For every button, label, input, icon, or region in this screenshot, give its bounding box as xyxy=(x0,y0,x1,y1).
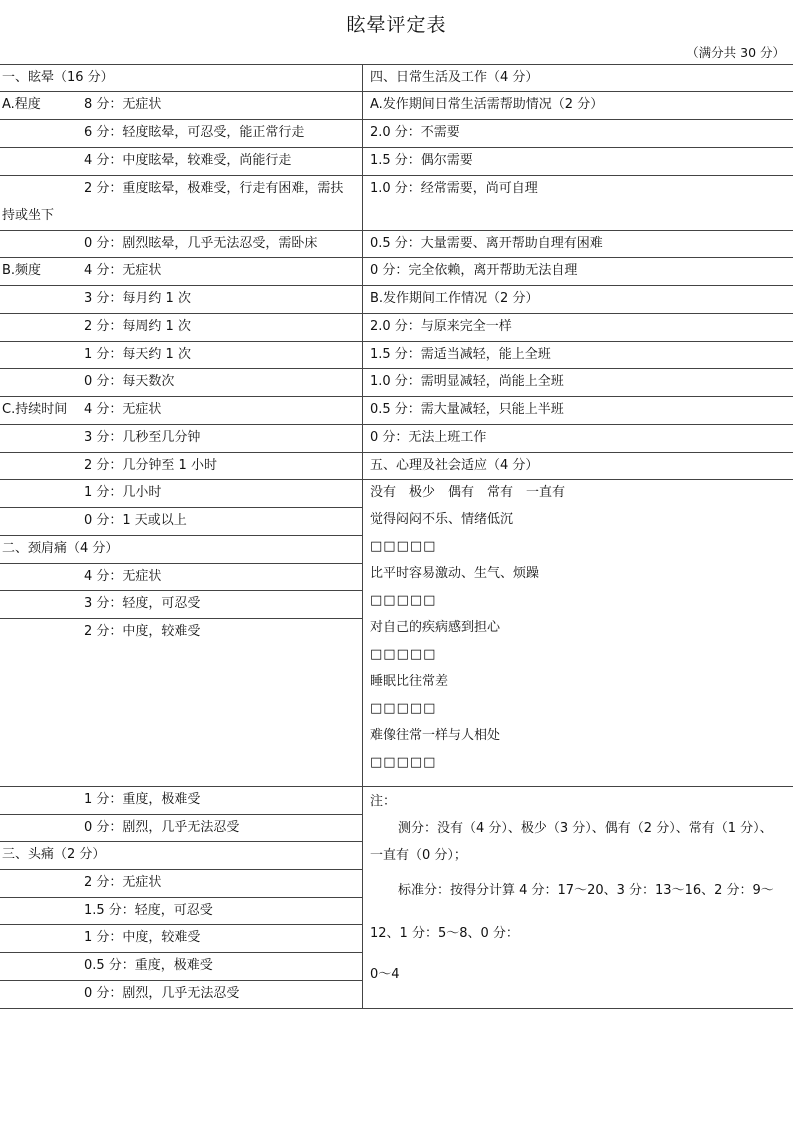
table-row xyxy=(362,368,793,396)
score-option: 1.0 分：需明显减轻，尚能上全班 xyxy=(370,374,564,389)
table-row xyxy=(0,869,362,897)
total-score-note: （满分共 30 分） xyxy=(686,45,785,60)
score-option: 1.0 分：经常需要，尚可自理 xyxy=(370,181,538,196)
score-option: 1 分：几小时 xyxy=(84,485,162,500)
table-row xyxy=(0,230,362,257)
score-option: 0.5 分：大量需要、离开帮助自理有困难 xyxy=(370,236,603,251)
section-header-psychology xyxy=(362,452,793,479)
table-row xyxy=(0,396,362,424)
table-bottom-border xyxy=(0,1008,793,1009)
answer-checkboxes[interactable]: □□□□□ xyxy=(370,593,437,608)
table-row xyxy=(362,313,793,341)
table-row xyxy=(362,230,793,257)
subsection-label: A.程度 xyxy=(2,97,41,112)
table-row xyxy=(362,175,793,230)
subsection-label: B.频度 xyxy=(2,263,42,278)
section-title: 四、日常生活及工作（4 分） xyxy=(370,70,539,85)
table-row xyxy=(0,175,362,230)
note-title: 注： xyxy=(370,794,397,809)
section-title: 五、心理及社会适应（4 分） xyxy=(370,458,539,473)
table-row xyxy=(0,424,362,452)
table-row xyxy=(0,452,362,479)
table-row xyxy=(362,257,793,285)
subsection-label: C.持续时间 xyxy=(2,402,68,417)
score-option: 2 分：无症状 xyxy=(84,875,162,890)
score-option: 2 分：中度，较难受 xyxy=(84,624,201,639)
table-row xyxy=(0,897,362,924)
score-option: 8 分：无症状 xyxy=(84,97,162,112)
score-option: 1.5 分：需适当减轻，能上全班 xyxy=(370,347,551,362)
score-option: 3 分：轻度，可忍受 xyxy=(84,596,201,611)
section-header-vertigo xyxy=(0,64,362,91)
question-item: 难像往常一样与人相处 xyxy=(370,728,501,743)
score-option: 0 分：剧烈眩晕，几乎无法忍受，需卧床 xyxy=(84,236,318,251)
question-item: 对自己的疾病感到担心 xyxy=(370,620,501,635)
question-item: 睡眠比往常差 xyxy=(370,674,449,689)
subsection-label: A.发作期间日常生活需帮助情况（2 分） xyxy=(370,97,604,112)
table-row xyxy=(362,147,793,175)
table-row xyxy=(0,814,362,841)
notes-block xyxy=(362,786,793,1008)
table-row xyxy=(362,119,793,147)
table-row xyxy=(0,618,362,786)
questionnaire-block xyxy=(362,479,793,786)
section-title: 一、眩晕（16 分） xyxy=(2,70,114,85)
table-row xyxy=(0,563,362,590)
score-option: 3 分：几秒至几分钟 xyxy=(84,430,201,445)
section-header-headache xyxy=(0,841,362,869)
table-row xyxy=(362,341,793,368)
section-header-daily-life xyxy=(362,64,793,91)
note-text: 一直有（0 分）； xyxy=(370,848,467,863)
table-row xyxy=(362,424,793,452)
table-row xyxy=(0,147,362,175)
section-title: 二、颈肩痛（4 分） xyxy=(2,541,119,556)
score-option: 1 分：重度，极难受 xyxy=(84,792,201,807)
table-row xyxy=(0,285,362,313)
score-option-continued: 持或坐下 xyxy=(2,208,55,223)
table-row xyxy=(0,786,362,814)
table-row xyxy=(0,924,362,952)
question-item: 觉得闷闷不乐、情绪低沉 xyxy=(370,512,514,527)
section-title: 三、头痛（2 分） xyxy=(2,847,106,862)
note-text: 12、1 分：5～8、0 分： xyxy=(370,926,519,941)
score-option: 2 分：重度眩晕，极难受，行走有困难，需扶 xyxy=(84,181,344,196)
score-option: 0.5 分：需大量减轻，只能上半班 xyxy=(370,402,564,417)
question-item: 比平时容易激动、生气、烦躁 xyxy=(370,566,540,581)
table-row xyxy=(0,590,362,618)
table-row xyxy=(0,952,362,980)
answer-checkboxes[interactable]: □□□□□ xyxy=(370,755,437,770)
score-option: 0 分：剧烈，几乎无法忍受 xyxy=(84,820,240,835)
score-option: 2.0 分：不需要 xyxy=(370,125,460,140)
form-title: 眩晕评定表 xyxy=(346,14,447,36)
score-option: 3 分：每月约 1 次 xyxy=(84,291,191,306)
score-option: 1 分：中度，较难受 xyxy=(84,930,201,945)
score-option: 4 分：无症状 xyxy=(84,263,162,278)
answer-checkboxes[interactable]: □□□□□ xyxy=(370,539,437,554)
score-option: 1.5 分：偶尔需要 xyxy=(370,153,473,168)
answer-options-header: 没有 极少 偶有 常有 一直有 xyxy=(370,485,566,500)
table-row xyxy=(0,507,362,535)
score-option: 4 分：无症状 xyxy=(84,402,162,417)
note-text: 标准分：按得分计算 4 分：17～20、3 分：13～16、2 分：9～ xyxy=(398,883,774,898)
score-option: 4 分：无症状 xyxy=(84,569,162,584)
score-option: 1.5 分：轻度，可忍受 xyxy=(84,903,213,918)
score-option: 2 分：几分钟至 1 小时 xyxy=(84,458,217,473)
score-option: 0 分：剧烈，几乎无法忍受 xyxy=(84,986,240,1001)
score-option: 0 分：无法上班工作 xyxy=(370,430,487,445)
table-row xyxy=(0,479,362,507)
table-row xyxy=(0,341,362,368)
table-row xyxy=(0,980,362,1008)
table-row xyxy=(0,91,362,119)
table-row xyxy=(0,119,362,147)
score-option: 0 分：1 天或以上 xyxy=(84,513,187,528)
subsection-label: B.发作期间工作情况（2 分） xyxy=(370,291,539,306)
note-text: 0～4 xyxy=(370,967,400,982)
score-option: 6 分：轻度眩晕，可忍受，能正常行走 xyxy=(84,125,305,140)
section-header-neck-pain xyxy=(0,535,362,563)
table-row xyxy=(0,313,362,341)
score-option: 0.5 分：重度，极难受 xyxy=(84,958,213,973)
score-option: 2.0 分：与原来完全一样 xyxy=(370,319,512,334)
answer-checkboxes[interactable]: □□□□□ xyxy=(370,647,437,662)
table-row xyxy=(362,285,793,313)
score-option: 1 分：每天约 1 次 xyxy=(84,347,191,362)
note-text: 测分：没有（4 分）、极少（3 分）、偶有（2 分）、常有（1 分）、 xyxy=(398,821,773,836)
score-option: 4 分：中度眩晕，较难受，尚能行走 xyxy=(84,153,292,168)
table-row xyxy=(0,257,362,285)
table-row xyxy=(362,396,793,424)
answer-checkboxes[interactable]: □□□□□ xyxy=(370,701,437,716)
table-row xyxy=(0,368,362,396)
score-option: 2 分：每周约 1 次 xyxy=(84,319,191,334)
table-row xyxy=(362,91,793,119)
score-option: 0 分：每天数次 xyxy=(84,374,175,389)
score-option: 0 分：完全依赖，离开帮助无法自理 xyxy=(370,263,578,278)
